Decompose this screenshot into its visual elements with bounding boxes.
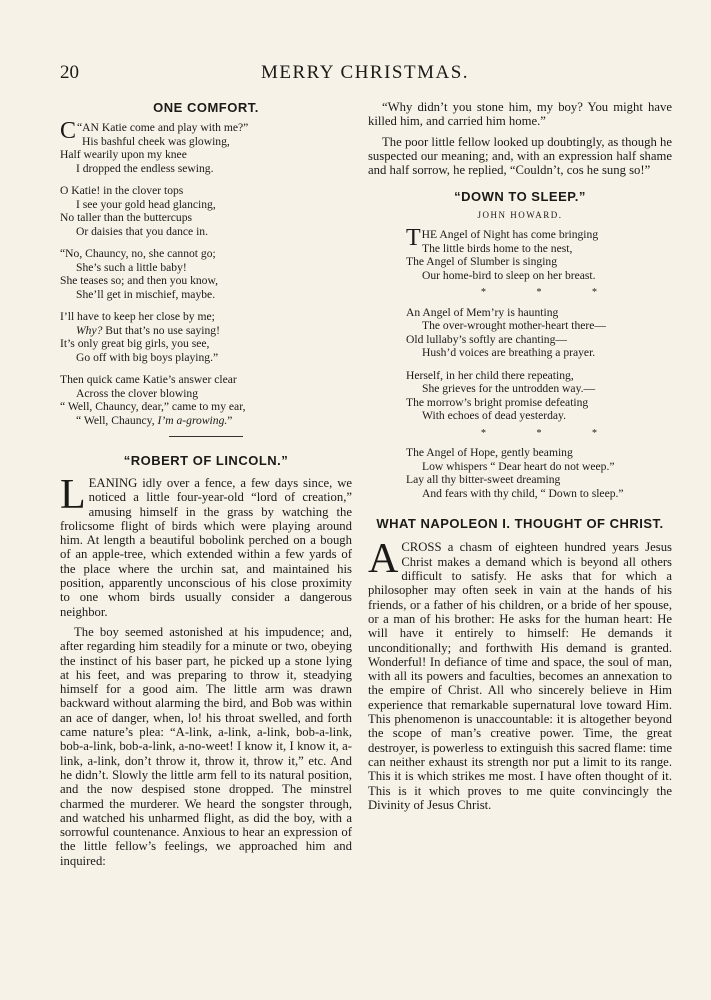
poem-line: Then quick came Katie’s answer clear	[60, 373, 237, 386]
article-title: WHAT NAPOLEON I. THOUGHT OF CHRIST.	[376, 516, 664, 532]
running-title: MERRY CHRISTMAS.	[260, 62, 470, 83]
poem-line: She’s such a little baby!	[76, 260, 187, 274]
poem-one-comfort	[60, 100, 352, 427]
poem-line: Lay all thy bitter-sweet dreaming	[406, 473, 561, 487]
poem-line: Half wearily upon my knee	[60, 148, 187, 161]
poem-line: O Katie! in the clover tops	[60, 184, 184, 197]
poem-line: An Angel of Mem’ry is haunting	[406, 305, 559, 319]
section-stars: * * *	[481, 427, 621, 439]
drop-cap: T	[406, 225, 421, 252]
poem-line: His bashful cheek was glowing,	[82, 134, 230, 148]
poem-stanza	[60, 247, 352, 301]
poem-line: Hush’d voices are breathing a prayer.	[422, 346, 596, 360]
page-number: 20	[60, 62, 79, 83]
poem-stanza	[60, 310, 352, 364]
poem-line: The morrow’s bright promise defeating	[406, 395, 589, 409]
poem-body	[60, 118, 352, 427]
poem-line-text: But that’s no use saying!	[102, 323, 220, 337]
poem-line: It’s only great big girls, you see,	[60, 337, 210, 350]
poem-line: “ Well, Chauncy, dear,” came to my ear,	[60, 400, 246, 413]
poem-line: No taller than the buttercups	[60, 211, 192, 224]
poem-stanza	[406, 369, 672, 423]
poem-line	[60, 414, 352, 428]
poem-line: The Angel of Hope, gently beaming	[406, 446, 573, 460]
page-header	[60, 62, 670, 86]
poem-line-text: AN Katie come and play with me?”	[82, 121, 249, 134]
poem-line: Our home-bird to sleep on her breast.	[422, 268, 596, 282]
poem-title: ONE COMFORT.	[153, 100, 259, 115]
poem-line: I’ll have to keep her close by me;	[60, 310, 215, 323]
drop-cap: A	[368, 536, 399, 583]
poem-line: And fears with thy child, “ Down to sleep.”	[422, 486, 624, 500]
poem-line-text: “ Well, Chauncy,	[76, 413, 158, 427]
poem-line: The over-wrought mother-heart there—	[422, 319, 606, 333]
poem-line: I see your gold head glancing,	[76, 197, 216, 211]
drop-cap: C	[60, 118, 77, 144]
poem-author: JOHN HOWARD.	[477, 210, 563, 221]
article-napoleon	[368, 516, 672, 812]
poem-line: She grieves for the untrodden way.—	[422, 382, 596, 396]
poem-stanza	[60, 184, 352, 238]
article-paragraph: The poor little fellow looked up doubtingly, as though he suspected our meaning; and, with an expression half shame and half sorrow, he replied, “Couldn’t, cos he sung so!”	[368, 134, 672, 178]
poem-stanza	[60, 373, 352, 427]
poem-line: Across the clover blowing	[76, 386, 199, 400]
poem-line-text: HE Angel of Night has come bringing	[421, 228, 599, 242]
poem-stanza	[406, 306, 672, 360]
poem-line: Old lullaby’s softly are chanting—	[406, 332, 567, 346]
left-column	[60, 100, 352, 874]
poem-title: “DOWN TO SLEEP.”	[454, 189, 586, 205]
poem-line-text: ”	[227, 413, 233, 427]
poem-line: The little birds home to the nest,	[422, 241, 573, 255]
poem-body	[368, 225, 672, 500]
poem-line: Low whispers “ Dear heart do not weep.”	[422, 459, 615, 473]
poem-line: She teases so; and then you know,	[60, 274, 218, 287]
section-divider	[169, 436, 243, 437]
drop-cap: L	[60, 472, 86, 518]
paragraph-text: CROSS a chasm of eighteen hundred years Jesus Christ makes a demand which is beyond all others difficult to satisfy. He asks that for which a philosopher may often seek in vain at the hands of his friends, or a father of his children, or a bride of her spouse, or a man of his brother: He asks for the human heart: He will have it entirely to himself: He demands it unconditionally; and forthwith His demand is granted. Wonderful! In defiance of time and space, the soul of man, with all its powers and faculties, becomes an annexation to the empire of Christ. All who sincerely believe in Him experience that remarkable supernatural love toward Him. This phenomenon is unaccountable: it is altogether beyond the scope of man’s creative power. Time, the great destroyer, is powerless to extinguish this sacred flame: time can neither exhaust its strength nor put a limit to its range. This it is which strikes me most. I have often thought of it. This is it which proves to me quite convincingly the Divinity of Jesus Christ.	[368, 540, 672, 812]
right-column	[368, 100, 672, 818]
article-paragraph: “Why didn’t you stone him, my boy? You might have killed him, and carried him home.”	[368, 100, 672, 129]
poem-line: “No, Chauncy, no, she cannot go;	[60, 247, 216, 260]
poem-stanza	[60, 118, 352, 175]
article-title: “ROBERT OF LINCOLN.”	[123, 453, 289, 468]
paragraph-text: EANING idly over a fence, a few days since, we noticed a little four-year-old “lord of creation,” amusing himself in the grass by watching the frolicsome flight of birds which were playing around him. At length a beautiful bobolink perched on a bough of an apple-tree, which extended within a few yards of the place where the urchin sat, and maintained his position, apparently unconscious of his close proximity to one whom birds usually consider a dangerous neighbor.	[60, 476, 352, 619]
poem-line: With echoes of dead yesterday.	[422, 409, 566, 423]
article-paragraph	[368, 536, 672, 812]
poem-stanza	[406, 446, 672, 500]
poem-line: Herself, in her child there repeating,	[406, 368, 574, 382]
poem-down-to-sleep	[368, 189, 672, 500]
italic-text: I’m a-growing.	[157, 413, 228, 427]
poem-line: “ C AN Katie come and play with me?”	[60, 118, 249, 144]
article-robert-of-lincoln	[60, 453, 352, 868]
poem-line: She’ll get in mischief, maybe.	[76, 287, 216, 301]
italic-text: Why?	[76, 323, 103, 337]
poem-line: The Angel of Slumber is singing	[406, 255, 558, 269]
section-stars: * * *	[481, 287, 621, 299]
article-paragraph: The boy seemed astonished at his impudence; and, after regarding him steadily for a minute or two, obeying the instinct of his baser part, he picked up a stone lying at his feet, and was preparing to throw it, steadying himself for a good aim. The little arm was drawn backward without alarming the bird, and Bob was within an ace of danger, when, lo! his throat swelled, and forth came nature’s plea: “A-link, a-link, a-link, bob-a-link, bob-a-link, bob-a-link, a-no-weet! I know it, I know it, a-link, a-link, don’t throw it, throw it, throw it,” etc. And he didn’t. Slowly the little arm fell to its natural position, and the now despised stone dropped. The minstrel charmed the murderer. We heard the songster through, and watched his unharmed flight, as did the boy, with a sorrowful countenance. Anxious to hear an expression of the little fellow’s feelings, we approached him and inquired:	[60, 624, 352, 868]
poem-line	[60, 324, 352, 338]
poem-line: Or daisies that you dance in.	[76, 224, 209, 238]
article-paragraph	[60, 472, 352, 619]
poem-stanza	[406, 225, 672, 282]
poem-line: I dropped the endless sewing.	[76, 161, 214, 175]
poem-line: Go off with big boys playing.”	[76, 350, 219, 364]
